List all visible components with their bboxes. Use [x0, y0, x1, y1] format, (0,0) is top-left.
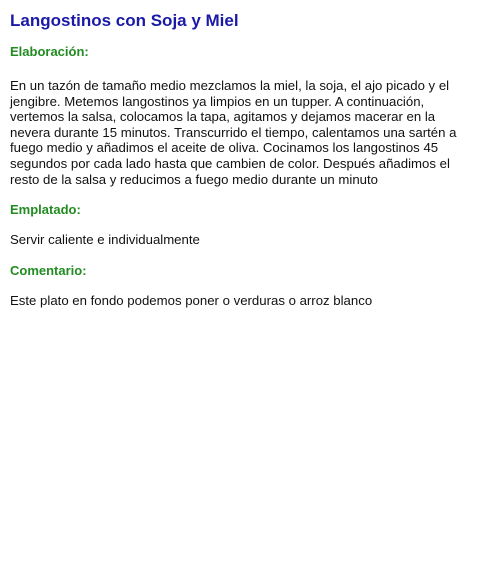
elaboracion-heading: Elaboración: [10, 44, 89, 59]
elaboracion-text: En un tazón de tamaño medio mezclamos la miel, la soja, el ajo picado y el jengibre. Metemos langostinos ya limpios en un tupper. A continuación, vertemos la salsa, colocamos la tapa, agitamos y dejamos macerar en la nevera durante 15 minutos. Transcurrido el tiempo, calentamos una sartén a fuego medio y añadimos el aceite de oliva. Cocinamos los langostinos 45 segundos por cada lado hasta que cambien de color. Después añadimos el resto de la salsa y reducimos a fuego medio durante un minuto [10, 78, 457, 187]
emplatado-text: Servir caliente e individualmente [10, 232, 200, 248]
recipe-title: Langostinos con Soja y Miel [10, 11, 239, 30]
emplatado-heading: Emplatado: [10, 202, 81, 218]
comentario-heading: Comentario: [10, 262, 87, 278]
comentario-text: Este plato en fondo podemos poner o verduras o arroz blanco [10, 292, 373, 308]
